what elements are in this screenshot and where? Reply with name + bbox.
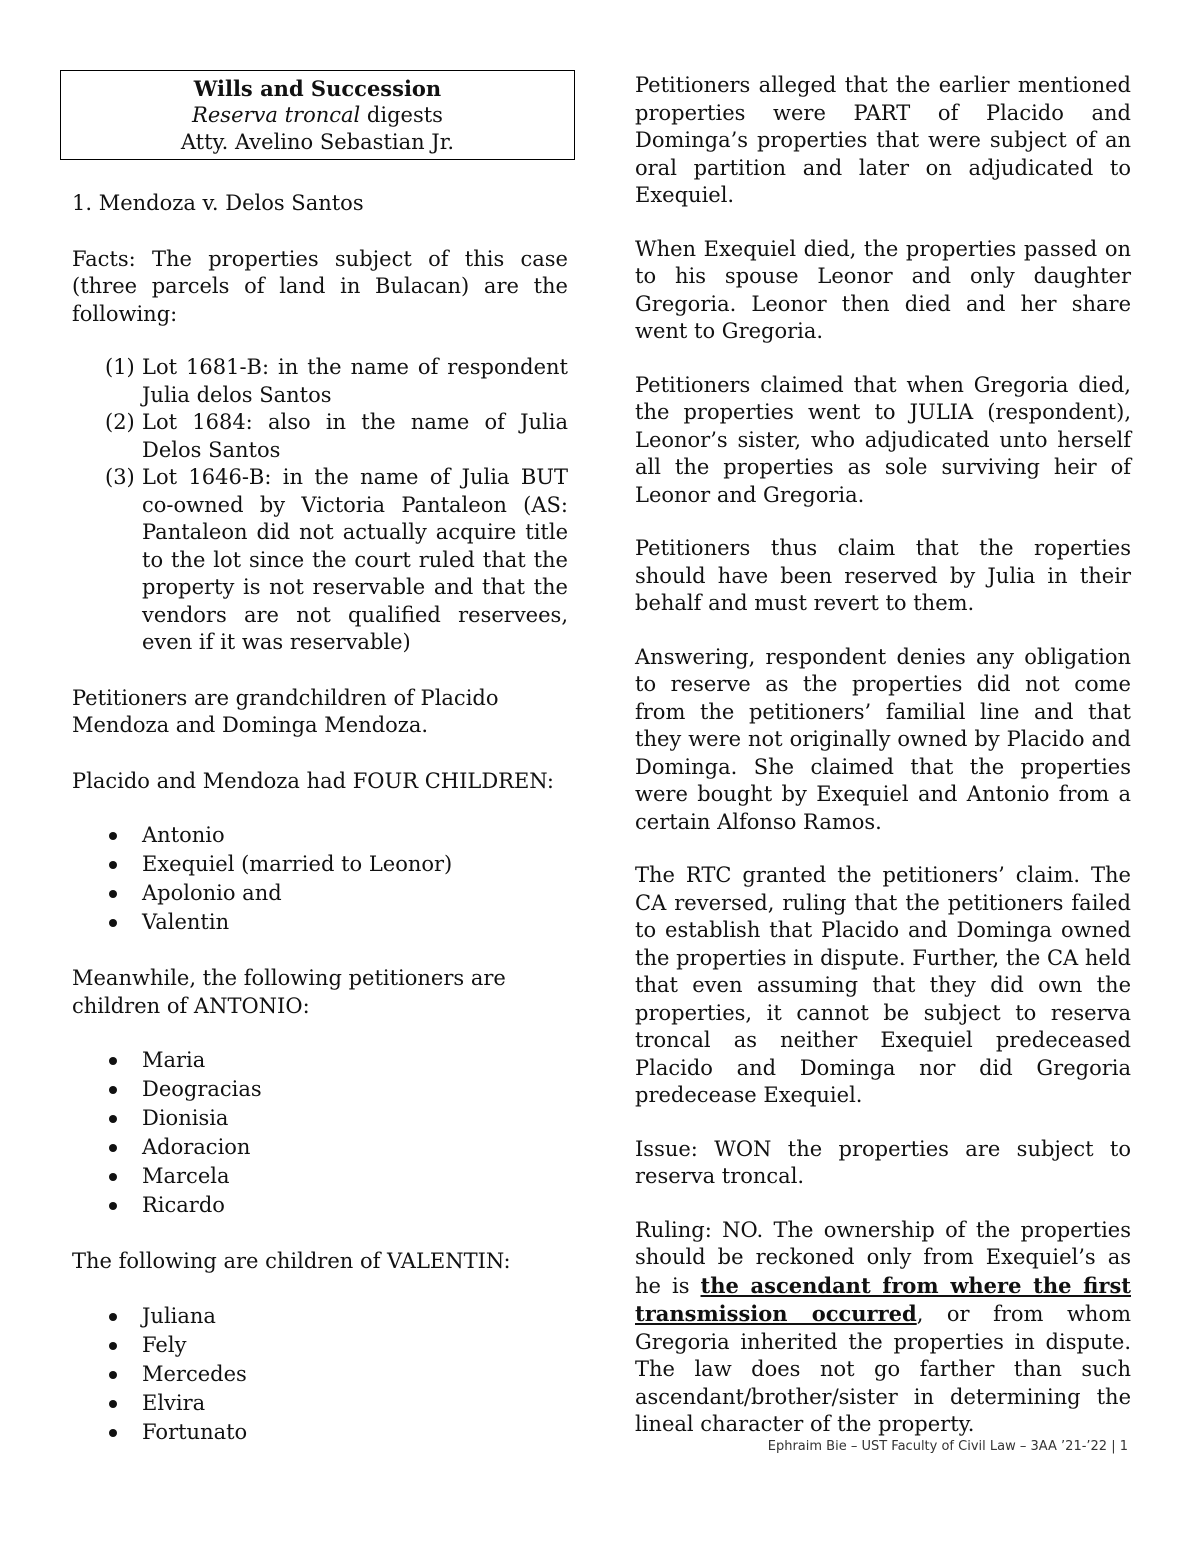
list-text: Antonio [142,823,225,847]
four-children-intro: Placido and Mendoza had FOUR CHILDREN: [72,768,555,793]
paragraph-allegation: Petitioners alleged that the earlier mentioned properties were PART of Placido and Dominga’s properties that were subject of an oral partition and later on adjudicated to Exequiel. [635,73,1131,207]
bullet-icon [109,861,117,869]
document-title: Wills and Succession [193,76,442,101]
list-item [72,1162,568,1191]
list-text: Juliana [142,1303,216,1328]
document-subtitle [61,102,574,129]
list-item [72,879,568,908]
list-item [72,1046,568,1075]
paragraph-answer: Answering, respondent denies any obligation to reserve as the properties did not come from the petitioners’ familial line and that they were not originally owned by Placido and Dominga. She claimed that the properties were bought by Exequiel and Antonio from a certain Alfonso Ramos. [635,644,1131,834]
bullet-icon [109,1313,117,1321]
list-item [72,1331,568,1360]
bullet-icon [109,1057,117,1065]
list-text: Lot 1681-B: in the name of respondent Julia delos Santos [142,355,568,407]
list-text: Valentin [142,910,230,934]
bullet-icon [109,1144,117,1152]
antonio-intro: Meanwhile, the following petitioners are children of ANTONIO: [72,966,506,1018]
list-item [72,908,568,937]
document-author: Atty. Avelino Sebastian Jr. [180,130,455,154]
list-text: Lot 1684: also in the name of Julia Delos Santos [142,410,568,462]
right-column [635,72,1131,1439]
list-number: (3) [105,465,135,489]
list-text: Deogracias [142,1077,262,1101]
list-text: Exequiel (married to Leonor) [142,852,453,876]
list-text: Marcela [142,1164,230,1188]
list-item [72,1191,568,1220]
bullet-icon [109,1115,117,1123]
bullet-icon [109,1400,117,1408]
paragraph-lower-courts: The RTC granted the petitioners’ claim. The CA reversed, ruling that the petitioners failed to establish that Placido and Dominga owned the properties in dispute. Further, the CA held that even assuming that they did own the properties, it cannot be subject to reserva troncal as neither Exequiel predeceased Placido and Dominga nor did Gregoria predecease Exequiel. [635,863,1131,1107]
ruling-text-start: Ruling: NO. The ownership of the properties should be reckoned only from Exequiel’s as he is [635,1217,1131,1298]
paragraph-ruling [635,1217,1131,1439]
list-text: Apolonio and [142,881,282,905]
list-text: Mercedes [142,1361,247,1386]
list-text: Lot 1646-B: in the name of Julia BUT co-owned by Victoria Pantaleon (AS: Pantaleon did not actually acquire title to the lot since the court ruled that the property is not reservable and that the vendors are not qualified reservees, even if it was reservable) [142,465,568,654]
bullet-icon [109,1371,117,1379]
list-item [72,354,568,409]
list-item [72,1360,568,1389]
list-item [72,1075,568,1104]
paragraph-exequiel-death: When Exequiel died, the properties passed on to his spouse Leonor and only daughter Gregoria. Leonor then died and her share went to Gregoria. [635,236,1131,343]
grandchildren-text: Petitioners are grandchildren of Placido Mendoza and Dominga Mendoza. [72,685,499,737]
bullet-icon [109,1086,117,1094]
list-text: Elvira [142,1390,206,1415]
bullet-icon [109,919,117,927]
valentin-children-list [72,1302,568,1447]
lots-list [72,354,568,657]
bullet-icon [109,890,117,898]
ruling-emphasis: the ascendant from where the first transmission occurred [635,1272,1131,1326]
list-item [72,1133,568,1162]
list-item [72,409,568,464]
list-number: (2) [105,410,135,434]
list-item [72,850,568,879]
list-text: Maria [142,1048,206,1072]
ruling-text-end: , or from whom Gregoria inherited the properties in dispute. The law does not go farther than such ascendant/brother/sister in determining the lineal character of the property. [635,1302,1131,1436]
valentin-intro: The following are children of VALENTIN: [72,1249,511,1273]
four-children-list [72,821,568,937]
case-title: 1. Mendoza v. Delos Santos [72,191,364,215]
paragraph-issue: Issue: WON the properties are subject to reserva troncal. [635,1136,1131,1188]
paragraph-gregoria-death: Petitioners claimed that when Gregoria died, the properties went to JULIA (respondent), Leonor’s sister, who adjudicated unto herself all the properties as sole surviving heir of Leonor and Gregoria. [635,372,1131,507]
bullet-icon [109,1173,117,1181]
list-item [72,1418,568,1447]
list-item [72,464,568,657]
list-item [72,1302,568,1331]
paragraph-claim: Petitioners thus claim that the roperties should have been reserved by Julia in their behalf and must revert to them. [635,536,1131,615]
facts-intro: Facts: The properties subject of this case (three parcels of land in Bulacan) are the following: [72,246,568,326]
list-text: Dionisia [142,1106,229,1130]
list-text: Ricardo [142,1193,225,1217]
bullet-icon [109,1202,117,1210]
subtitle-rest: digests [360,103,443,127]
page-footer: Ephraim Bie – UST Faculty of Civil Law – 3AA ’21-’22 | 1 [767,1439,1128,1454]
antonio-children-list [72,1046,568,1220]
left-column [72,70,568,1447]
subtitle-italic: Reserva troncal [192,103,361,127]
list-item [72,1389,568,1418]
list-item [72,1104,568,1133]
list-text: Adoracion [142,1135,251,1159]
header-box [60,70,575,160]
list-number: (1) [105,355,135,379]
list-item [72,821,568,850]
bullet-icon [109,1429,117,1437]
bullet-icon [109,832,117,840]
list-text: Fely [142,1332,187,1357]
bullet-icon [109,1342,117,1350]
list-text: Fortunato [142,1419,248,1444]
